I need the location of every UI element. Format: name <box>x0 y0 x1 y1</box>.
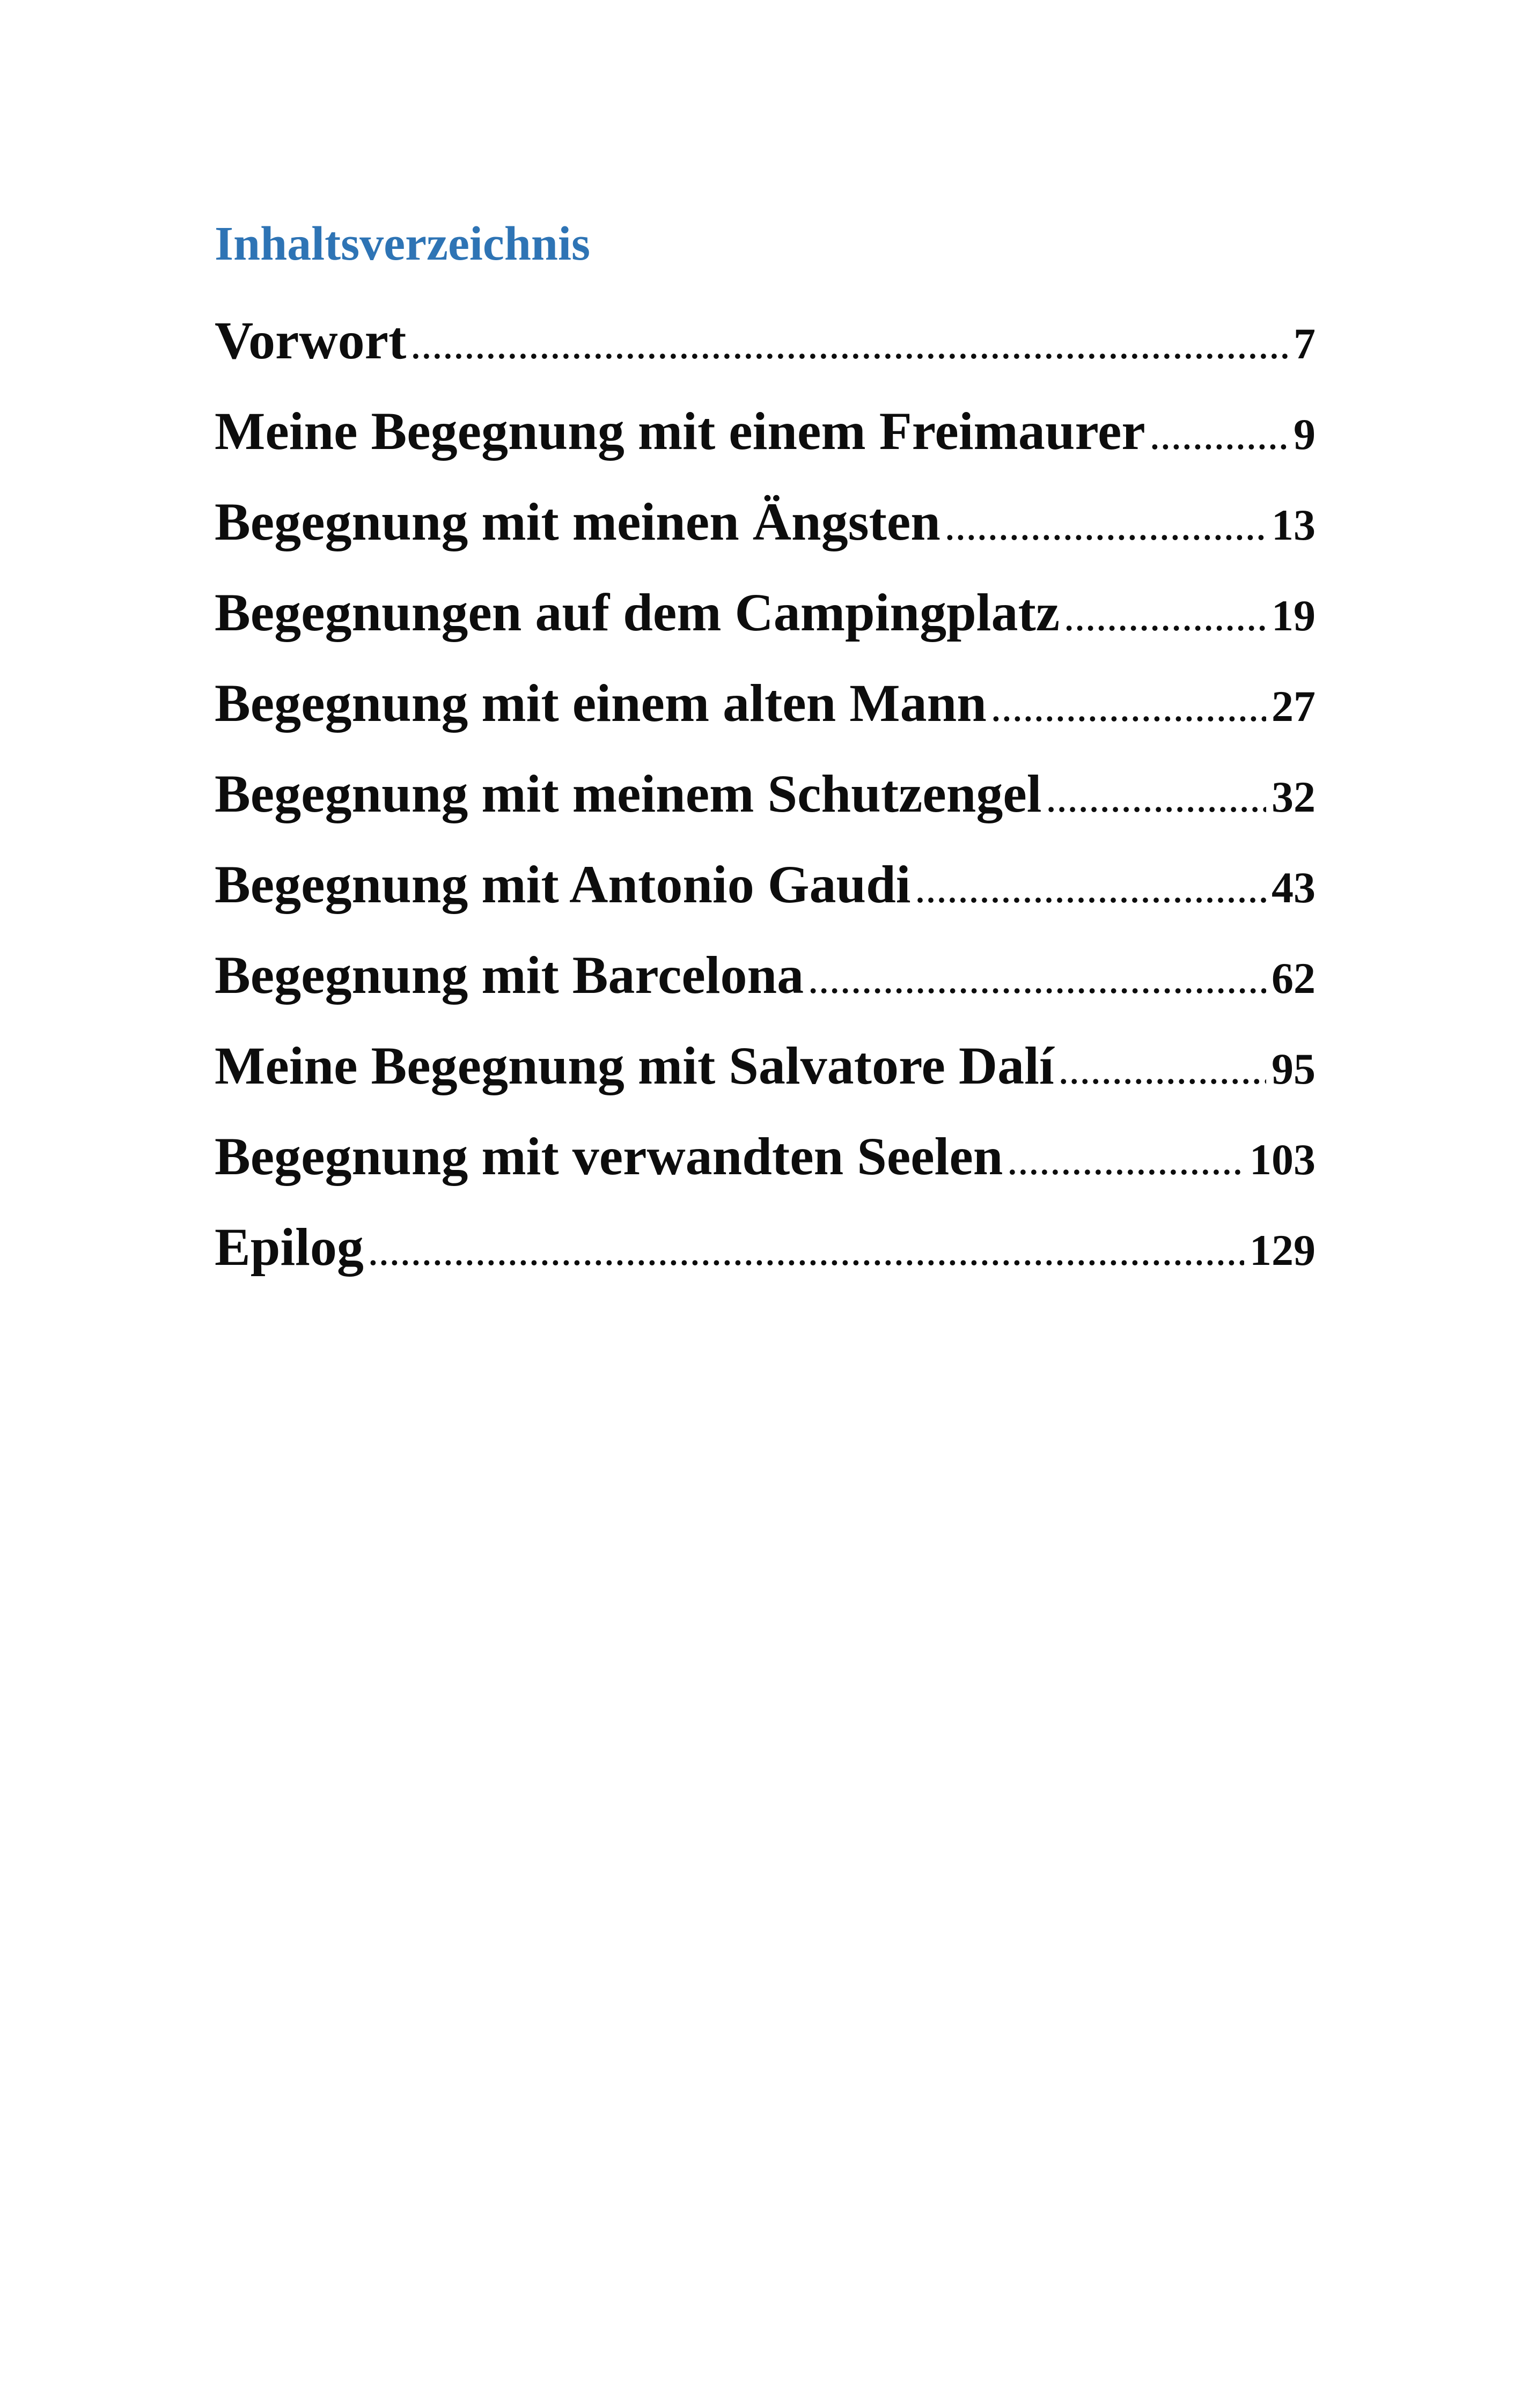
toc-dot-leader <box>809 947 1266 1017</box>
toc-entry-title: Begegnung mit verwandten Seelen <box>215 1126 1003 1186</box>
toc-page-number: 9 <box>1294 410 1316 459</box>
toc-page-number: 13 <box>1272 500 1316 549</box>
toc-entry-epilog[interactable] <box>215 1212 1316 1303</box>
toc-dot-leader <box>916 857 1266 926</box>
toc-page-number: 19 <box>1272 591 1316 640</box>
toc-dot-leader <box>946 494 1266 564</box>
toc-page-number: 62 <box>1272 954 1316 1003</box>
toc-entry-aengsten[interactable] <box>215 487 1316 578</box>
toc-entry-vorwort[interactable] <box>215 306 1316 396</box>
table-of-contents <box>215 306 1316 1303</box>
toc-entry-title: Meine Begegnung mit Salvatore Dalí <box>215 1036 1054 1095</box>
toc-entry-title: Begegnung mit meinen Ängsten <box>215 492 940 551</box>
toc-entry-freimaurer[interactable] <box>215 396 1316 487</box>
toc-entry-campingplatz[interactable] <box>215 578 1316 668</box>
toc-dot-leader <box>1065 585 1266 654</box>
toc-entry-gaudi[interactable] <box>215 850 1316 940</box>
toc-entry-title: Epilog <box>215 1217 364 1277</box>
toc-heading: Inhaltsverzeichnis <box>215 217 591 270</box>
toc-page-number: 129 <box>1250 1226 1316 1275</box>
toc-dot-leader <box>992 675 1266 745</box>
toc-dot-leader <box>369 1219 1244 1289</box>
toc-entry-title: Begegnung mit Barcelona <box>215 945 804 1005</box>
toc-entry-title: Vorwort <box>215 311 407 370</box>
toc-entry-title: Begegnung mit meinem Schutzengel <box>215 764 1042 823</box>
toc-dot-leader <box>1060 1038 1266 1108</box>
toc-page-number: 43 <box>1272 863 1316 912</box>
toc-dot-leader <box>412 313 1288 382</box>
toc-page-number: 7 <box>1294 319 1316 368</box>
toc-entry-alter-mann[interactable] <box>215 668 1316 759</box>
toc-page-number: 32 <box>1272 772 1316 821</box>
toc-entry-barcelona[interactable] <box>215 940 1316 1031</box>
toc-page-number: 95 <box>1272 1044 1316 1093</box>
toc-entry-title: Begegnung mit Antonio Gaudi <box>215 855 911 914</box>
toc-dot-leader <box>1008 1129 1244 1198</box>
toc-entry-title: Begegnung mit einem alten Mann <box>215 673 987 733</box>
toc-entry-seelen[interactable] <box>215 1122 1316 1212</box>
toc-entry-title: Begegnungen auf dem Campingplatz <box>215 583 1060 642</box>
toc-page-number: 103 <box>1250 1135 1316 1184</box>
toc-entry-title: Meine Begegnung mit einem Freimaurer <box>215 401 1145 461</box>
toc-entry-schutzengel[interactable] <box>215 759 1316 850</box>
toc-dot-leader <box>1151 403 1288 473</box>
toc-page-number: 27 <box>1272 682 1316 731</box>
toc-dot-leader <box>1047 766 1266 836</box>
toc-entry-dali[interactable] <box>215 1031 1316 1122</box>
